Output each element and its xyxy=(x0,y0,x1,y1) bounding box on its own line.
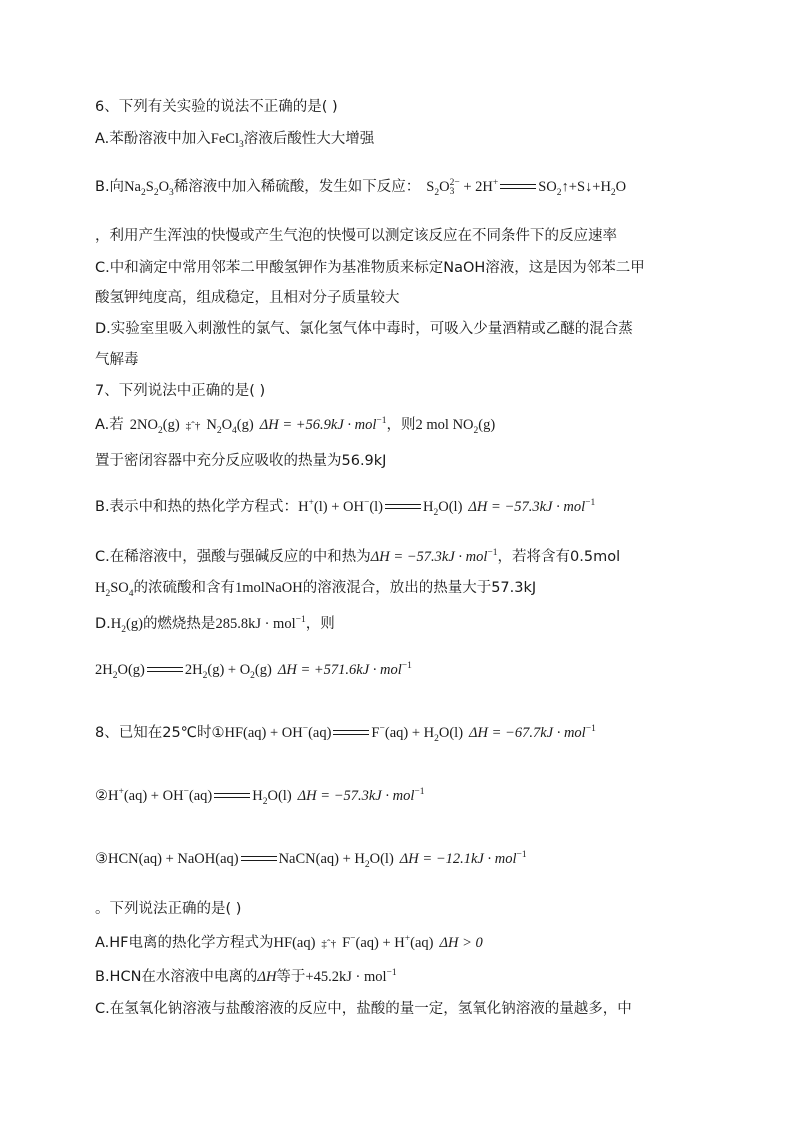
q8-option-c-line1: C.在氢氧化钠溶液与盐酸溶液的反应中，盐酸的量一定，氢氧化钠溶液的量越多，中 xyxy=(95,1001,632,1017)
q7-b-equals xyxy=(385,504,421,509)
q7-option-a xyxy=(95,415,495,436)
q8-eq1: HF(aq) + OH−(aq) $F^-(aq) + H_2O(l) \Delta H = -67.7kJ \cdot mol^{-1}$ xyxy=(224,724,596,744)
q6-a-prefix: A.苯酚溶液中加入 xyxy=(95,131,211,147)
q8-eq3-prefix: ③ xyxy=(95,851,108,867)
q7-option-d-equation xyxy=(95,660,412,680)
q6-a-suffix: 溶液后酸性大大增强 xyxy=(243,131,375,147)
q7-c2-formula: $H_2SO_4$ xyxy=(95,580,134,599)
q8-eq3-line xyxy=(95,849,527,869)
q6-b-mid: 稀溶液中加入稀硫酸，发生如下反应： xyxy=(173,179,421,195)
q6-b-equation: $S_2O$ 2− 3 + 2H+ $SO_2↑+S↓+H_2O$ xyxy=(426,177,627,198)
q7-a-prefix: A.若 xyxy=(95,417,124,433)
q7-a-then-val: 2 mol $NO_2(g)$ xyxy=(415,417,496,436)
q8-option-a xyxy=(95,933,483,954)
q6-option-c-line1: C.中和滴定中常用邻苯二甲酸氢钾作为基准物质来标定NaOH溶液，这是因为邻苯二甲 xyxy=(95,260,645,276)
q7-d-formula: $H_2(g)$ xyxy=(110,616,143,635)
q8-b-mid: 等于 xyxy=(276,969,306,985)
q8-a-prefix: A.HF电离的热化学方程式为 xyxy=(95,935,274,951)
q8-eq2-line xyxy=(95,786,424,806)
q6-option-c-line2: 酸氢钾纯度高，组成稳定，且相对分子质量较大 xyxy=(95,290,400,306)
q8-eq3-equals xyxy=(241,856,277,861)
q7-c2-mid: 的浓硫酸和含有 xyxy=(133,580,236,596)
q8-question: 。下列说法正确的是( ) xyxy=(95,901,242,917)
q7-d-mid: 的燃烧热是 xyxy=(142,616,216,632)
q7-c2-suffix: 的溶液混合，放出的热量大于57.3kJ xyxy=(302,580,537,596)
q6-option-b xyxy=(95,177,626,197)
q8-title-prefix: 8、已知在25℃时① xyxy=(95,725,225,741)
q6-title: 6、下列有关实验的说法不正确的是( ) xyxy=(95,99,338,115)
q8-eq3: HCN(aq) + NaOH(aq) NaCN(aq) + $H_2O(l) \Delta H = -12.1kJ \cdot mol^{-1}$ xyxy=(108,850,527,870)
q8-b-prefix: B.HCN在水溶液中电离的 xyxy=(95,969,258,985)
q6-option-a xyxy=(95,129,374,149)
q7-title: 7、下列说法中正确的是( ) xyxy=(95,383,266,399)
q7-d-prefix: D. xyxy=(95,616,111,632)
q6-option-d-line2: 气解毒 xyxy=(95,352,139,368)
q7-c-suffix: ，若将含有0.5mol xyxy=(497,549,621,565)
q6-b-prefix: B.向 xyxy=(95,179,125,195)
q7-d-val: 285.8kJ · mol$^{-1}$ xyxy=(215,615,306,632)
q7-b-prefix: B.表示中和热的热化学方程式： xyxy=(95,499,299,515)
q8-eq1-equals xyxy=(333,730,369,735)
q6-option-b-cont: ，利用产生浑浊的快慢或产生气泡的快慢可以测定该反应在不同条件下的反应速率 xyxy=(95,228,617,244)
q7-c-prefix: C.在稀溶液中，强酸与强碱反应的中和热为 xyxy=(95,549,371,565)
q7-b-equation: H+(l) + OH−(l) $H_2O(l) \Delta H = -57.3kJ \cdot mol^{-1}$ xyxy=(298,498,596,518)
q8-eq2: H+(aq) + OH−(aq) $H_2O(l) \Delta H = -57.3kJ \cdot mol^{-1}$ xyxy=(108,787,425,807)
q8-a-equation: HF(aq) ‡ˆ† F−(aq) + H+(aq) ΔH > 0 xyxy=(273,934,483,951)
q8-b-val: +45.2kJ · mol$^{-1}$ xyxy=(305,968,397,985)
q8-option-b xyxy=(95,967,397,987)
q6-a-formula: FeCl$_3$ xyxy=(210,131,244,150)
q6-b-reagent: $Na_2S_2O_3$ xyxy=(124,179,174,198)
q8-title xyxy=(95,723,596,743)
q7-d-suffix: ，则 xyxy=(305,616,335,632)
q7-option-c-line2 xyxy=(95,578,536,598)
q6-option-d-line1: D.实验室里吸入刺激性的氯气、氯化氢气体中毒时，可吸入少量酒精或乙醚的混合蒸 xyxy=(95,321,633,337)
q8-eq2-equals xyxy=(214,793,250,798)
q7-d-equals xyxy=(147,667,183,672)
q8-b-dh: ΔH xyxy=(257,969,277,985)
q7-a-equation: $2NO_2(g)$ ‡ˆ† $N_2O_4(g) \Delta H = +56.9kJ \cdot mol^{-1}$ xyxy=(129,416,387,436)
q7-c-dh: ΔH = −57.3kJ · mol$^{-1}$ xyxy=(370,548,498,565)
q8-eq2-prefix: ② xyxy=(95,788,108,804)
q7-option-b xyxy=(95,497,595,517)
q6-b-equals xyxy=(500,184,536,189)
q7-c2-mol: 1molNaOH xyxy=(235,580,303,596)
q7-option-c xyxy=(95,547,620,567)
q7-a-then: ，则 xyxy=(386,417,416,433)
q7-d-eq: $2H_2O(g) 2H_2(g) + O_2(g) \Delta H = +571.6kJ \cdot mol^{-1}$ xyxy=(95,661,412,681)
q7-option-d xyxy=(95,614,335,634)
q7-option-a-line2: 置于密闭容器中充分反应吸收的热量为56.9kJ xyxy=(95,453,387,469)
